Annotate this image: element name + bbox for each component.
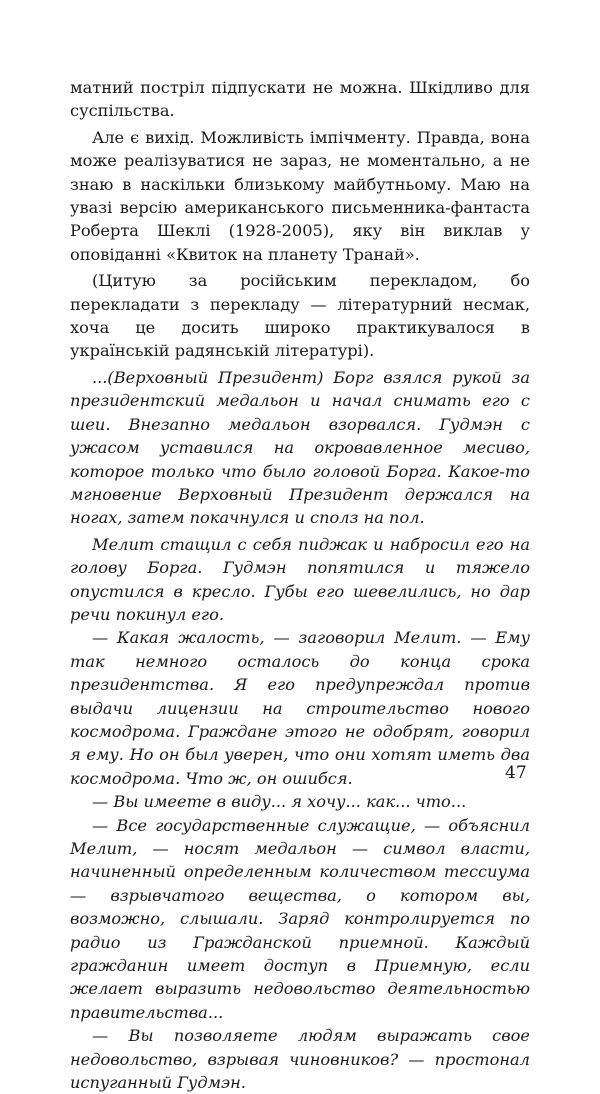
quote-paragraph-medallion: ...(Верховный Президент) Борг взялся рукой за президентский медальон и начал снимать его с шеи. Внезапно медальон взорвался. Гудмэн с ужасом уставился на окровавленное месиво, которое только что было головой Борга. Какое-то мгновение Верховный Президент держался на ногах, затем покачнулся и сполз на пол. <box>70 367 530 528</box>
quote-paragraph-goodman-question: — Вы позволяете людям выражать свое недовольство, взрывая чиновников? — простонал испуганный Гудмэн. <box>70 1026 530 1093</box>
body-text <box>70 76 530 1094</box>
quote-paragraph-melit-jacket: Мелит стащил с себя пиджак и набросил его на голову Борга. Гудмэн попятился и тяжело опустился в кресло. Губы его шевелились, но дар речи покинул его. <box>70 534 530 624</box>
page-number: 47 <box>505 763 527 783</box>
quote-paragraph-civil-servants: — Все государственные служащие, — объяснил Мелит, — носят медальон — символ власти, начиненный определенным количеством тессиума — взрывчатого вещества, о котором вы, возможно, слышали. Заряд контролируется по радио из Гражданской приемной. Каждый гражданин имеет доступ в Приемную, если желает выразить недовольство деятельностью правительства... <box>70 815 530 1022</box>
paragraph-continuation: матний постріл підпускати не можна. Шкідливо для суспільства. <box>70 78 530 121</box>
quote-paragraph-pity: — Какая жалость, — заговорил Мелит. — Ему так немного осталось до конца срока президентства. Я его предупреждал против выдачи лицензии на строительство нового космодрома. Граждане этого не одобрят, говорил я ему. Но он был уверен, что они хотят иметь два космодрома. Что ж, он ошибся. <box>70 628 530 788</box>
paragraph-translation-note: (Цитую за російським перекладом, бо перекладати з перекладу — літературний несмак, хоча це досить широко практикувалося в українській радянській літературі). <box>70 271 530 361</box>
paragraph-impeachment: Але є вихід. Можливість імпічменту. Правда, вона може реалізуватися не зараз, не моментально, а не знаю в наскільки близькому майбутньому. Маю на увазі версію американського письменника-фантаста Роберта Шеклі (1928-2005), яку він виклав у оповіданні «Квиток на планету Транай». <box>70 127 530 264</box>
quote-paragraph-you-mean: — Вы имеете в виду... я хочу... как... что... <box>92 792 467 812</box>
